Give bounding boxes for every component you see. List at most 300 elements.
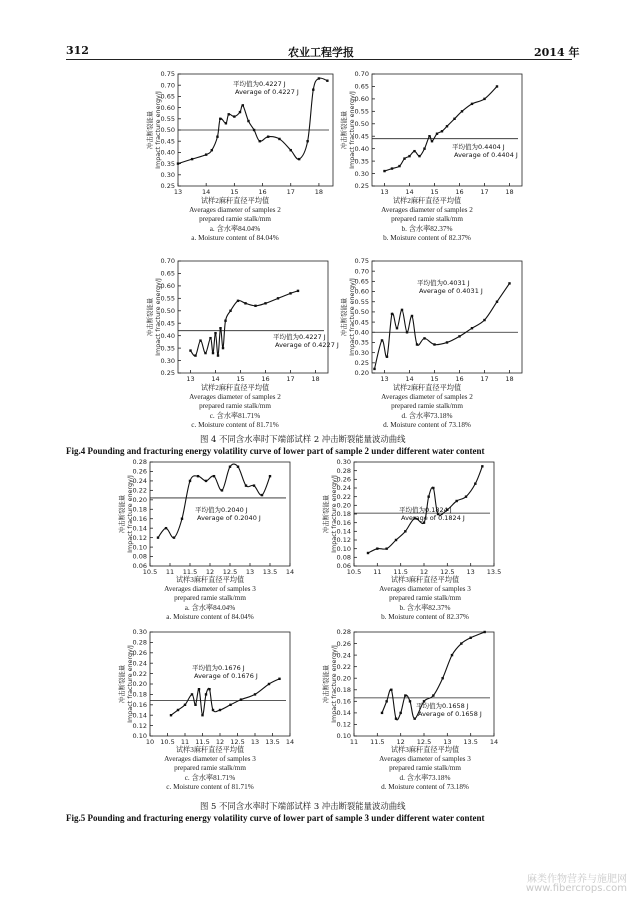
xlabel-en1-4d: Averages diameter of samples 2 [381, 393, 473, 402]
y-tick-label: 0.20 [132, 680, 147, 689]
average-annotation-en: Average of 0.1658 J [418, 710, 482, 718]
data-point [423, 147, 425, 149]
x-tick-label: 18 [505, 188, 514, 196]
xlabel-en1-5a: Averages diameter of samples 3 [164, 585, 256, 594]
caption-4a [160, 197, 310, 243]
data-point [278, 678, 280, 680]
data-point [436, 133, 438, 135]
xlabel-cn-5b: 试样3麻秆直径平均值 [390, 576, 460, 584]
data-point [177, 709, 179, 711]
figure-4-caption-cn: 图 4 不同含水率时下端部试样 2 冲击断裂能量波动曲线 [200, 434, 406, 444]
y-tick-label: 0.24 [336, 651, 351, 660]
data-point [428, 135, 430, 137]
xlabel-en1-4b: Averages diameter of samples 2 [381, 206, 473, 215]
data-point [290, 149, 292, 151]
y-tick-label: 0.26 [336, 475, 351, 484]
data-point [219, 709, 221, 711]
x-tick-label: 15 [230, 188, 239, 196]
y-tick-label: 0.50 [354, 308, 369, 317]
chart-4a [138, 68, 338, 198]
x-tick-label: 13 [186, 375, 195, 383]
data-point [277, 297, 279, 299]
xlabel-cn-4a: 试样2麻秆直径平均值 [200, 197, 270, 205]
average-annotation-en: Average of 0.4227 J [235, 88, 299, 96]
data-point [326, 80, 328, 82]
y-tick-label: 0.60 [354, 95, 369, 104]
x-tick-label: 12 [419, 568, 429, 576]
data-point [395, 717, 397, 719]
chart-svg-4d [332, 255, 532, 385]
y-tick-label: 0.30 [160, 356, 175, 365]
data-point [483, 319, 485, 321]
x-tick-label: 15 [430, 375, 439, 383]
data-point [409, 700, 411, 702]
panel-cn-5c: c. 含水率81.71% [184, 773, 236, 782]
x-tick-label: 11.5 [182, 568, 198, 576]
data-point [381, 339, 383, 341]
data-point [398, 165, 400, 167]
y-tick-label: 0.26 [132, 649, 147, 657]
xlabel-cn-5c: 试样3麻秆直径平均值 [175, 746, 245, 754]
x-tick-label: 17 [480, 375, 489, 383]
average-annotation-en: Average of 0.1824 J [401, 514, 465, 522]
data-point [209, 337, 211, 339]
y-axis-label-cn: 冲击断裂能量 [146, 110, 154, 150]
data-point [245, 484, 247, 486]
x-tick-label: 14 [202, 188, 211, 196]
data-point [216, 136, 218, 138]
data-point [237, 300, 239, 302]
panel-cn-5b: b. 含水率82.37% [399, 603, 451, 612]
y-tick-label: 0.30 [354, 169, 369, 178]
data-point [385, 700, 387, 702]
data-point [451, 654, 453, 656]
x-tick-label: 10.5 [346, 568, 362, 576]
y-tick-label: 0.06 [132, 562, 147, 571]
x-tick-label: 13 [466, 568, 475, 576]
data-point [239, 111, 241, 113]
y-axis-label-cn: 冲击断裂能量 [118, 494, 126, 534]
data-point [205, 480, 207, 482]
data-point [165, 527, 167, 529]
average-annotation-en: Average of 0.4031 J [419, 287, 483, 295]
data-point [205, 153, 207, 155]
y-tick-label: 0.14 [132, 711, 147, 720]
y-tick-label: 0.22 [336, 662, 351, 671]
data-point [416, 343, 418, 345]
chart-5d [312, 628, 512, 746]
data-point [247, 120, 249, 122]
x-tick-label: 14 [211, 375, 220, 383]
y-tick-label: 0.20 [336, 501, 351, 510]
y-tick-label: 0.12 [336, 720, 351, 729]
data-point [254, 305, 256, 307]
chart-svg-5a [108, 458, 308, 576]
y-tick-label: 0.35 [354, 157, 369, 166]
y-tick-label: 0.20 [336, 674, 351, 683]
data-point [278, 138, 280, 140]
data-point [259, 140, 261, 142]
caption-4b [352, 197, 502, 243]
chart-svg-4a [138, 68, 338, 198]
data-point [481, 465, 483, 467]
xlabel-en2-4c: prepared ramie stalk/mm [199, 402, 271, 411]
y-tick-label: 0.55 [160, 294, 175, 303]
data-point [189, 480, 191, 482]
y-tick-label: 0.24 [336, 484, 351, 493]
data-point [413, 717, 415, 719]
figure-5-caption-cn: 图 5 不同含水率时下端部试样 3 冲击断裂能量波动曲线 [200, 801, 406, 811]
y-axis-label-cn: 冲击断裂能量 [322, 664, 330, 704]
average-annotation-cn: 平均值为0.4227 J [233, 80, 286, 88]
panel-en-5b: b. Moisture content of 82.37% [381, 612, 469, 621]
xlabel-en2-5d: prepared ramie stalk/mm [389, 764, 461, 773]
y-tick-label: 0.35 [160, 344, 175, 353]
data-point [217, 354, 219, 356]
x-tick-label: 14 [285, 738, 295, 746]
data-point [312, 88, 314, 90]
y-tick-label: 0.16 [336, 518, 351, 527]
data-point [458, 335, 460, 337]
data-point [191, 693, 193, 695]
x-tick-label: 18 [505, 375, 514, 383]
y-tick-label: 0.28 [132, 458, 147, 467]
data-point [244, 302, 246, 304]
data-point [386, 356, 388, 358]
chart-svg-5d [312, 628, 512, 746]
xlabel-cn-5a: 试样3麻秆直径平均值 [175, 576, 245, 584]
plot-frame [372, 74, 522, 186]
x-tick-label: 12 [205, 568, 215, 576]
x-tick-label: 17 [286, 375, 295, 383]
data-point [391, 313, 393, 315]
y-tick-label: 0.18 [336, 510, 351, 519]
plot-frame [178, 261, 328, 373]
data-point [433, 343, 435, 345]
data-point [198, 688, 200, 690]
y-axis-label-cn: 冲击断裂能量 [340, 297, 348, 337]
caption-5c [135, 746, 285, 792]
y-tick-label: 0.14 [132, 524, 147, 533]
data-point [390, 689, 392, 691]
x-tick-label: 11.5 [393, 568, 408, 576]
xlabel-en2-5c: prepared ramie stalk/mm [174, 764, 246, 773]
xlabel-cn-4b: 试样2麻秆直径平均值 [392, 197, 462, 205]
average-annotation-en: Average of 0.2040 J [197, 514, 261, 522]
y-axis-label-cn: 冲击断裂能量 [146, 297, 154, 337]
xlabel-cn-4c: 试样2麻秆直径平均值 [200, 384, 270, 392]
y-tick-label: 0.14 [336, 709, 351, 718]
data-point [381, 712, 383, 714]
x-tick-label: 15 [430, 188, 439, 196]
data-point [228, 113, 230, 115]
data-point [471, 327, 473, 329]
y-tick-label: 0.22 [132, 486, 147, 495]
chart-svg-5b [312, 458, 512, 576]
x-tick-label: 14 [285, 568, 295, 576]
x-tick-label: 14 [489, 738, 499, 746]
data-point [404, 694, 406, 696]
xlabel-en2-4b: prepared ramie stalk/mm [391, 215, 463, 224]
data-point [181, 518, 183, 520]
y-tick-label: 0.08 [336, 553, 351, 562]
y-tick-label: 0.50 [354, 119, 369, 128]
caption-5a [135, 576, 285, 622]
x-tick-label: 11.5 [195, 738, 210, 746]
data-point [469, 637, 471, 639]
average-annotation-cn: 平均值为0.4227 J [273, 333, 326, 341]
page-number: 312 [66, 44, 89, 57]
y-tick-label: 0.24 [132, 659, 147, 668]
data-point [465, 495, 467, 497]
average-annotation-cn: 平均值为0.2040 J [195, 506, 248, 514]
caption-5d [350, 746, 500, 792]
x-tick-label: 13 [245, 568, 255, 576]
data-point [219, 327, 221, 329]
panel-cn-4d: d. 含水率73.18% [401, 411, 453, 420]
y-tick-label: 0.40 [160, 331, 175, 340]
data-point [508, 282, 510, 284]
y-tick-label: 0.35 [160, 159, 175, 168]
y-tick-label: 0.55 [354, 297, 369, 306]
x-tick-label: 13 [173, 188, 183, 196]
data-point [453, 118, 455, 120]
y-tick-label: 0.30 [336, 458, 351, 467]
data-point [446, 341, 448, 343]
panel-en-5c: c. Moisture content of 81.71% [166, 782, 254, 791]
data-point [214, 332, 216, 334]
chart-4c [138, 255, 338, 385]
data-point [229, 704, 231, 706]
average-annotation-cn: 平均值为0.4031 J [417, 279, 470, 287]
panel-cn-5a: a. 含水率84.04% [184, 603, 236, 612]
y-axis-label-en: Impact fracture energy/J [126, 645, 134, 723]
data-point [191, 158, 193, 160]
x-tick-label: 18 [311, 375, 320, 383]
y-tick-label: 0.28 [336, 466, 351, 475]
data-point [483, 98, 485, 100]
xlabel-cn-4d: 试样2麻秆直径平均值 [392, 384, 462, 392]
data-point [471, 103, 473, 105]
y-axis-label-en: Impact fracture energy/J [348, 91, 356, 169]
panel-en-4c: c. Moisture content of 81.71% [191, 420, 279, 429]
data-point [240, 698, 242, 700]
data-point [222, 347, 224, 349]
y-axis-label-en: Impact fracture energy/J [330, 645, 338, 723]
data-point [441, 130, 443, 132]
journal-year: 2014 年 [534, 46, 580, 59]
data-point [432, 694, 434, 696]
y-tick-label: 0.12 [132, 533, 147, 542]
x-tick-label: 17 [286, 188, 295, 196]
data-point [242, 104, 244, 106]
data-point [446, 125, 448, 127]
y-tick-label: 0.16 [132, 701, 147, 709]
caption-4d [352, 384, 502, 430]
data-point [461, 110, 463, 112]
x-tick-label: 16 [455, 375, 464, 383]
y-tick-label: 0.50 [160, 126, 175, 135]
data-point [194, 704, 196, 706]
data-point [170, 714, 172, 716]
y-tick-label: 0.40 [354, 328, 369, 337]
xlabel-cn-5d: 试样3麻秆直径平均值 [390, 746, 460, 754]
y-tick-label: 0.12 [132, 721, 147, 730]
data-point [208, 688, 210, 690]
y-tick-label: 0.10 [132, 732, 147, 741]
y-tick-label: 0.45 [354, 318, 369, 327]
x-tick-label: 14 [405, 375, 414, 383]
average-annotation-cn: 平均值为0.1658 J [416, 702, 469, 710]
y-tick-label: 0.35 [354, 338, 369, 347]
chart-5c [108, 628, 308, 746]
y-tick-label: 0.45 [354, 132, 369, 141]
data-point [408, 155, 410, 157]
header-rule [66, 59, 572, 60]
xlabel-en1-5d: Averages diameter of samples 3 [379, 755, 471, 764]
data-point [264, 302, 266, 304]
y-tick-label: 0.14 [336, 527, 351, 536]
x-tick-label: 16 [258, 188, 267, 196]
data-point [474, 482, 476, 484]
y-tick-label: 0.75 [354, 257, 369, 266]
fitted-curve [375, 283, 510, 369]
y-axis-label-en: Impact fracture energy/J [348, 278, 356, 356]
y-tick-label: 0.40 [160, 148, 175, 157]
y-tick-label: 0.10 [336, 732, 351, 741]
chart-svg-4b [332, 68, 532, 198]
y-tick-label: 0.22 [336, 492, 351, 501]
y-tick-label: 0.75 [160, 70, 175, 79]
y-tick-label: 0.25 [160, 369, 175, 378]
y-tick-label: 0.18 [132, 690, 147, 699]
y-tick-label: 0.45 [160, 319, 175, 328]
x-tick-label: 14 [405, 188, 414, 196]
journal-title: 农业工程学报 [288, 46, 354, 59]
xlabel-en1-5b: Averages diameter of samples 3 [379, 585, 471, 594]
data-point [237, 466, 239, 468]
panel-en-5a: a. Moisture content of 84.04% [166, 612, 254, 621]
y-tick-label: 0.70 [160, 257, 175, 266]
y-tick-label: 0.55 [354, 107, 369, 116]
y-tick-label: 0.60 [354, 287, 369, 296]
y-tick-label: 0.25 [160, 182, 175, 191]
data-point [376, 547, 378, 549]
watermark-url: www.fibercrops.com [525, 883, 627, 894]
x-tick-label: 12.5 [416, 738, 432, 746]
y-tick-label: 0.22 [132, 669, 147, 678]
data-point [418, 155, 420, 157]
data-point [432, 487, 434, 489]
y-tick-label: 0.28 [336, 628, 351, 637]
data-point [211, 149, 213, 151]
xlabel-en2-5b: prepared ramie stalk/mm [389, 594, 461, 603]
data-point [205, 693, 207, 695]
y-tick-label: 0.18 [336, 685, 351, 694]
data-point [173, 536, 175, 538]
average-annotation-en: Average of 0.4227 J [275, 341, 339, 349]
y-tick-label: 0.60 [160, 282, 175, 291]
data-point [213, 475, 215, 477]
y-axis-label-en: Impact fracture energy/J [330, 475, 338, 553]
data-point [177, 162, 179, 164]
y-tick-label: 0.25 [354, 359, 369, 368]
x-tick-label: 13 [250, 738, 260, 746]
y-tick-label: 0.28 [132, 638, 147, 647]
x-tick-label: 10 [145, 738, 155, 746]
x-tick-label: 13 [443, 738, 452, 746]
data-point [406, 331, 408, 333]
panel-cn-4b: b. 含水率82.37% [401, 224, 453, 233]
chart-5b [312, 458, 512, 576]
x-tick-label: 12 [215, 738, 225, 746]
x-tick-label: 18 [314, 188, 324, 196]
y-tick-label: 0.40 [354, 144, 369, 153]
data-point [219, 118, 221, 120]
y-tick-label: 0.20 [354, 369, 369, 378]
x-tick-label: 12.5 [222, 568, 238, 576]
panel-cn-5d: d. 含水率73.18% [399, 773, 451, 782]
data-point [157, 536, 159, 538]
data-point [268, 683, 270, 685]
chart-svg-4c [138, 255, 338, 385]
average-annotation-cn: 平均值为0.1676 J [192, 664, 245, 672]
y-tick-label: 0.70 [160, 81, 175, 90]
data-point [441, 677, 443, 679]
y-tick-label: 0.50 [160, 306, 175, 315]
xlabel-en2-5a: prepared ramie stalk/mm [174, 594, 246, 603]
data-point [423, 337, 425, 339]
data-point [399, 712, 401, 714]
y-tick-label: 0.10 [336, 544, 351, 553]
data-point [496, 85, 498, 87]
data-point [184, 704, 186, 706]
y-axis-label-cn: 冲击断裂能量 [340, 110, 348, 150]
panel-en-4a: a. Moisture content of 84.04% [191, 233, 279, 242]
chart-5a [108, 458, 308, 576]
fitted-curve [171, 679, 280, 715]
y-tick-label: 0.55 [160, 115, 175, 123]
x-tick-label: 16 [261, 375, 270, 383]
y-tick-label: 0.65 [160, 92, 175, 101]
x-tick-label: 10.5 [142, 568, 158, 576]
panel-en-5d: d. Moisture content of 73.18% [381, 782, 469, 791]
chart-svg-5c [108, 628, 308, 746]
y-tick-label: 0.08 [132, 552, 147, 561]
data-point [483, 631, 485, 633]
x-tick-label: 16 [455, 188, 464, 196]
figure-5-caption-en: Fig.5 Pounding and fracturing energy volatility curve of lower part of sample 3 under different water content [66, 813, 485, 823]
data-point [413, 150, 415, 152]
y-tick-label: 0.26 [336, 639, 351, 648]
caption-5b [350, 576, 500, 622]
xlabel-en1-4a: Averages diameter of samples 2 [189, 206, 281, 215]
x-tick-label: 12.5 [230, 738, 245, 746]
y-axis-label-en: Impact fracture energy/J [154, 91, 162, 169]
y-axis-label-en: Impact fracture energy/J [154, 278, 162, 356]
y-tick-label: 0.60 [160, 103, 175, 112]
data-point [318, 77, 320, 79]
x-tick-label: 10.5 [160, 738, 175, 746]
panel-cn-4c: c. 含水率81.71% [209, 411, 261, 420]
data-point [395, 539, 397, 541]
y-tick-label: 0.70 [354, 70, 369, 79]
x-tick-label: 13.5 [486, 568, 502, 576]
figure-4-caption-en: Fig.4 Pounding and fracturing energy volatility curve of lower part of sample 2 under different water content [66, 446, 485, 456]
x-tick-label: 13.5 [265, 738, 280, 746]
x-tick-label: 13.5 [262, 568, 278, 576]
y-tick-label: 0.12 [336, 536, 351, 545]
